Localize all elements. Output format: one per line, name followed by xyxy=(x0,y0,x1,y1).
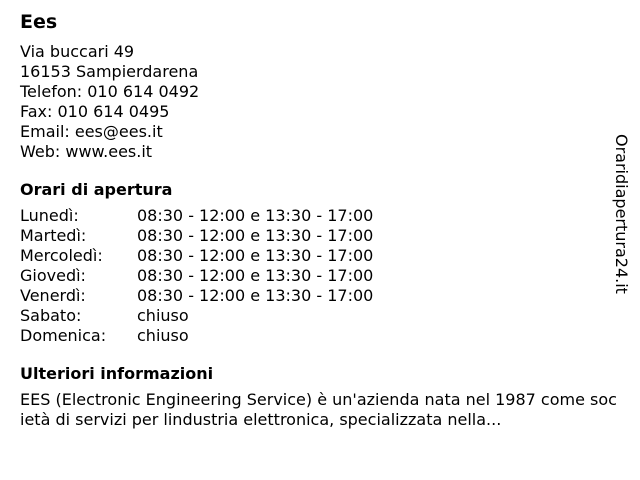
brand-vertical-text: Oraridiapertura24.it xyxy=(612,134,631,294)
hours-value: 08:30 - 12:00 e 13:30 - 17:00 xyxy=(137,206,374,225)
hours-row-friday xyxy=(20,286,610,306)
hours-day: Lunedì: xyxy=(20,206,79,225)
hours-row-saturday xyxy=(20,306,610,326)
hours-row-wednesday xyxy=(20,246,610,266)
hours-value: 08:30 - 12:00 e 13:30 - 17:00 xyxy=(137,286,374,305)
business-card xyxy=(20,10,617,430)
hours-row-monday xyxy=(20,206,610,226)
hours-day: Martedì: xyxy=(20,226,87,245)
hours-table xyxy=(20,206,610,346)
hours-value: 08:30 - 12:00 e 13:30 - 17:00 xyxy=(137,246,374,265)
hours-day: Venerdì: xyxy=(20,286,86,305)
hours-day: Mercoledì: xyxy=(20,246,103,265)
hours-day: Sabato: xyxy=(20,306,82,325)
hours-value: chiuso xyxy=(137,306,189,325)
info-description: EES (Electronic Engineering Service) è un'azienda nata nel 1987 come società di servizi per lindustria elettronica, specializzata nella... xyxy=(20,390,617,429)
business-name: Ees xyxy=(20,11,58,33)
hours-value: 08:30 - 12:00 e 13:30 - 17:00 xyxy=(137,266,374,285)
address-line-1: Via buccari 49 xyxy=(20,42,135,61)
fax-line: Fax: 010 614 0495 xyxy=(20,102,170,121)
hours-day: Domenica: xyxy=(20,326,107,345)
hours-day: Giovedì: xyxy=(20,266,86,285)
hours-section-title: Orari di apertura xyxy=(20,180,173,199)
hours-value: chiuso xyxy=(137,326,189,345)
email-line: Email: ees@ees.it xyxy=(20,122,163,141)
info-section-title: Ulteriori informazioni xyxy=(20,364,214,383)
address-line-2: 16153 Sampierdarena xyxy=(20,62,199,81)
contact-block xyxy=(20,42,610,162)
hours-value: 08:30 - 12:00 e 13:30 - 17:00 xyxy=(137,226,374,245)
phone-line: Telefon: 010 614 0492 xyxy=(20,82,200,101)
hours-row-tuesday xyxy=(20,226,610,246)
hours-row-sunday xyxy=(20,326,610,346)
hours-row-thursday xyxy=(20,266,610,286)
web-line: Web: www.ees.it xyxy=(20,142,153,161)
